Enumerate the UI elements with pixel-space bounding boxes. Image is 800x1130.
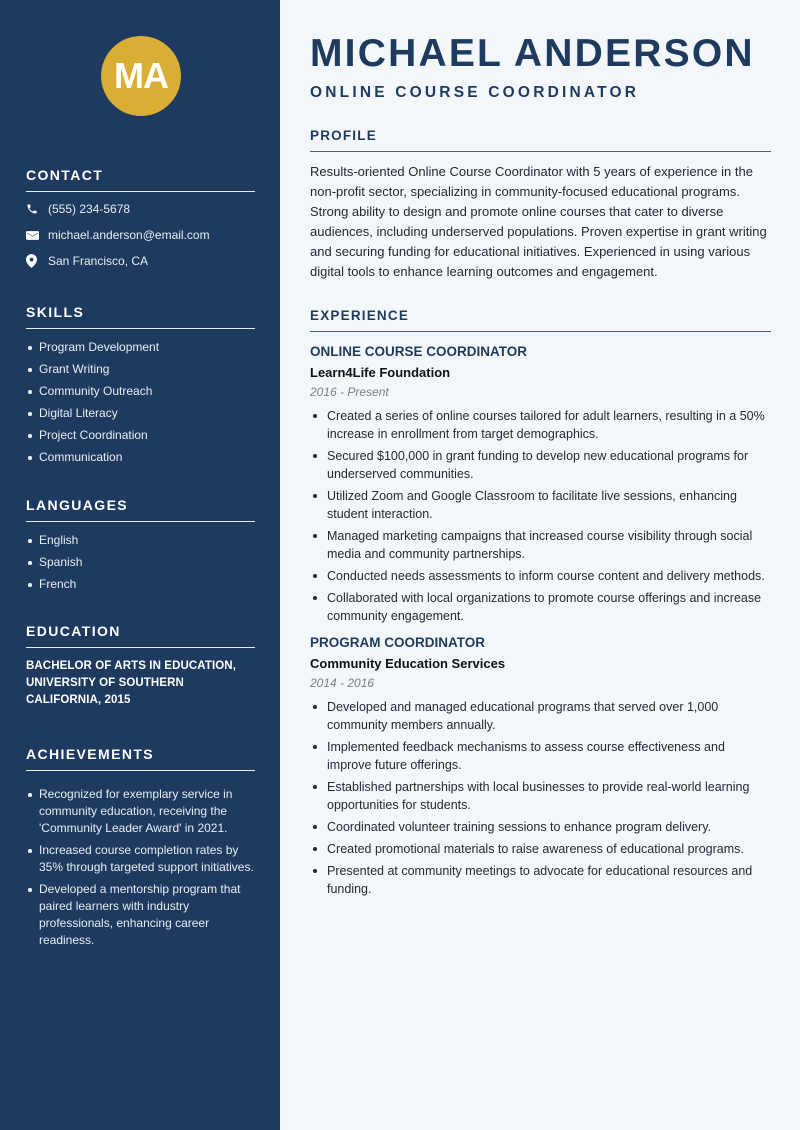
contact-heading: CONTACT <box>26 167 255 192</box>
job-role: ONLINE COURSE COORDINATOR <box>310 344 528 359</box>
achievements-heading: ACHIEVEMENTS <box>26 746 255 771</box>
job-bullets <box>310 698 771 898</box>
language-item: French <box>26 576 255 593</box>
job-bullet: Conducted needs assessments to inform course content and delivery methods. <box>310 567 771 585</box>
skill-item: Community Outreach <box>26 383 255 400</box>
language-item: English <box>26 532 255 549</box>
contact-phone <box>26 200 255 218</box>
job-bullet: Created promotional materials to raise awareness of educational programs. <box>310 840 771 858</box>
education-section <box>26 623 255 709</box>
job-bullet: Implemented feedback mechanisms to assess course effectiveness and improve future offerings. <box>310 738 771 774</box>
phone-text: (555) 234-5678 <box>48 202 131 216</box>
candidate-title: ONLINE COURSE COORDINATOR <box>310 84 640 101</box>
experience-heading: EXPERIENCE <box>310 308 771 332</box>
skill-item: Digital Literacy <box>26 405 255 422</box>
job-role: PROGRAM COORDINATOR <box>310 635 485 650</box>
candidate-name: MICHAEL ANDERSON <box>310 32 755 75</box>
location-pin-icon <box>26 254 48 268</box>
languages-list <box>26 532 255 593</box>
job-bullet: Secured $100,000 in grant funding to develop new educational programs for underserved communities. <box>310 447 771 483</box>
phone-icon <box>26 203 48 215</box>
job-company: Community Education Services <box>310 656 506 671</box>
experience-section <box>310 308 771 902</box>
location-text: San Francisco, CA <box>48 254 149 268</box>
job-dates: 2014 - 2016 <box>310 676 375 690</box>
languages-heading: LANGUAGES <box>26 497 255 522</box>
job-bullet: Coordinated volunteer training sessions to enhance program delivery. <box>310 818 771 836</box>
skills-section <box>26 304 255 471</box>
language-item: Spanish <box>26 554 255 571</box>
job-entry <box>310 344 771 625</box>
education-heading: EDUCATION <box>26 623 255 648</box>
job-dates: 2016 - Present <box>310 385 389 399</box>
education-degree: BACHELOR OF ARTS IN EDUCATION, UNIVERSITY OF SOUTHERN CALIFORNIA, 2015 <box>26 660 236 706</box>
achievement-item: Recognized for exemplary service in community education, receiving the 'Community Leader Award' in 2021. <box>26 786 255 837</box>
skill-item: Program Development <box>26 339 255 356</box>
job-bullet: Managed marketing campaigns that increased course visibility through social media and community partnerships. <box>310 527 771 563</box>
job-bullet: Created a series of online courses tailored for adult learners, resulting in a 50% increase in enrollment from target demographics. <box>310 407 771 443</box>
achievement-item: Increased course completion rates by 35% through targeted support initiatives. <box>26 842 255 876</box>
job-bullet: Presented at community meetings to advocate for educational resources and funding. <box>310 862 771 898</box>
job-bullet: Collaborated with local organizations to promote course offerings and increase community engagement. <box>310 589 771 625</box>
job-company: Learn4Life Foundation <box>310 365 451 380</box>
job-entry <box>310 635 771 898</box>
skills-list <box>26 339 255 466</box>
email-text: michael.anderson@email.com <box>48 228 210 242</box>
profile-heading: PROFILE <box>310 128 771 152</box>
languages-section <box>26 497 255 598</box>
achievement-item: Developed a mentorship program that paired learners with industry professionals, enhancing career readiness. <box>26 881 255 949</box>
contact-section <box>26 167 255 270</box>
skill-item: Communication <box>26 449 255 466</box>
contact-email <box>26 226 255 244</box>
job-bullet: Utilized Zoom and Google Classroom to facilitate live sessions, enhancing student interaction. <box>310 487 771 523</box>
job-bullet: Established partnerships with local businesses to provide real-world learning opportunities for students. <box>310 778 771 814</box>
achievements-section <box>26 746 255 954</box>
job-bullet: Developed and managed educational programs that served over 1,000 community members annually. <box>310 698 771 734</box>
skill-item: Grant Writing <box>26 361 255 378</box>
skills-heading: SKILLS <box>26 304 255 329</box>
job-bullets <box>310 407 771 625</box>
skill-item: Project Coordination <box>26 427 255 444</box>
email-icon <box>26 230 48 241</box>
contact-location <box>26 252 255 270</box>
profile-section <box>310 128 771 282</box>
avatar-initials: MA <box>101 36 181 116</box>
profile-summary: Results-oriented Online Course Coordinator with 5 years of experience in the non-profit sector, specializing in community-focused educational programs. Strong ability to design and promote online courses that cater to diverse audiences, including underserved populations. Proven expertise in grant writing and securing funding for educational initiatives. Experienced in using various digital tools to enhance learning outcomes and engagement. <box>310 164 767 279</box>
sidebar <box>0 0 280 1130</box>
achievements-list <box>26 786 255 949</box>
